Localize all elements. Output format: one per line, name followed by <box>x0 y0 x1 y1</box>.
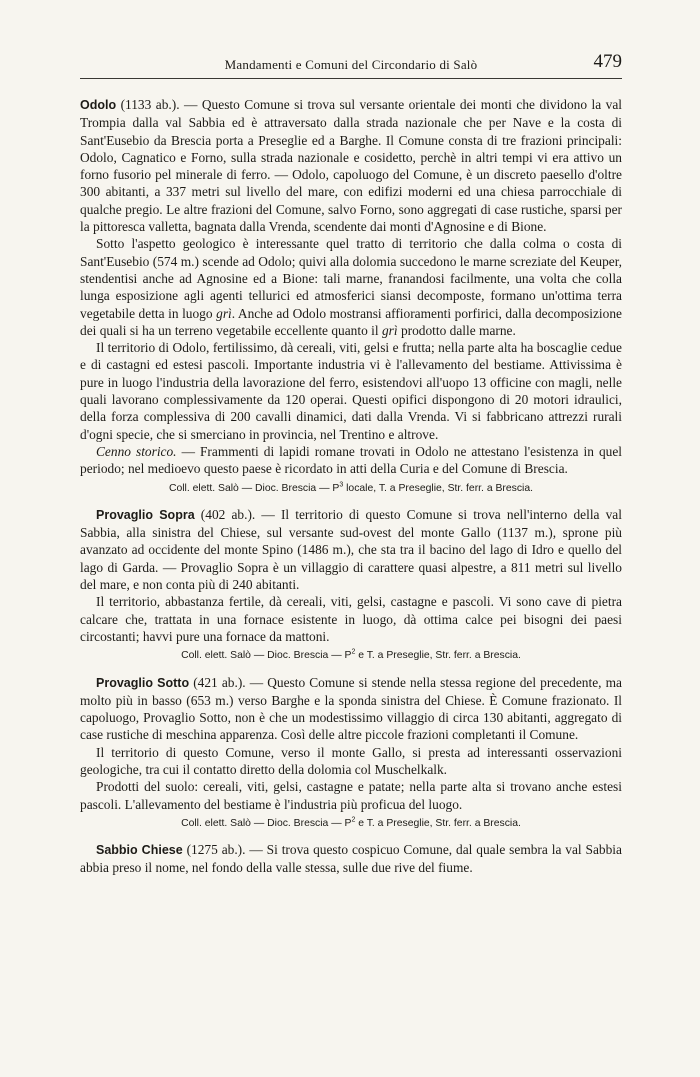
admin-sup: 2 <box>351 816 356 824</box>
entry-paragraph <box>80 506 622 593</box>
entry-paragraph <box>80 778 622 813</box>
paragraph-text: — Questo Comune si trova sul versante orientale dei monti che dividono la val Trompia dalla val Sabbia ed è attraversato dalla strada nazionale che per Nave e la costa di Sant'Eusebio da Brescia porta a Preseglie ed a Barghe. Il Comune consta di tre frazioni principali: Odolo, Cagnatico e Forno, sulla strada nazionale e cosidetto, perchè in altri tempi vi era attivo un forno fusorio pel minerale di ferro. — Odolo, capoluogo del Comune, è un discreto paesello d'oltre 300 abitanti, a 337 metri sul livello del mare, con edifizi moderni ed una chiesa parrocchiale di qualche pregio. Le altre frazioni del Comune, salvo Forno, sono aggregati di case rustiche, sparsi per la pittoresca valletta, bagnata dalla Vrenda, scendente dai monti d'Agnosine e di Bione. <box>80 97 623 235</box>
entry-paragraph <box>80 841 622 877</box>
paragraph-text: Il territorio, abbastanza fertile, dà cereali, viti, gelsi, castagne e pascoli. Vi sono cave di pietra calcare che, trattata in una fornace esistente in luogo, dà ottima calce pei bisogni dei paesi circostanti; havvi pure una fornace da mattoni. <box>80 594 622 644</box>
paragraph-text: Prodotti del suolo: cereali, viti, gelsi, castagne e patate; nella parte alta si trovano anche estesi pascoli. L'allevamento del bestiame è l'industria più proficua del luogo. <box>80 779 622 812</box>
paragraph-text: — Il territorio di questo Comune si trova nell'interno della val Sabbia, alla sinistra del Chiese, sul versante sud-ovest del monte Gallo (1137 m.), sprone più avanzato ad occidente del monte Spino (1486 m.), che sta tra il bacino del lago di Idro e quello del lago di Garda. — Provaglio Sopra è un villaggio di carattere quasi alpestre, a 811 metri sul livello del mare, e non conta più di 240 abitanti. <box>80 506 622 593</box>
paragraph-text: Il territorio di Odolo, fertilissimo, dà cereali, viti, gelsi e frutta; nella parte alta ha boscaglie cedue e di castagni ed estesi pascoli. Importante industria vi è l'allevamento del bestiame. Attivissima è pure in luogo l'industria della lavorazione del ferro, esistendovi all'uopo 13 officine con magli, nelle quali lavorano complessivamente da 120 operai. Questi opifici dispongono di 20 motori idraulici, della forza complessiva di 200 cavalli dinamici, dati dalla Vrenda. Vi si fabbricano attrezzi rurali d'ogni specie, che si smerciano in provincia, nel Trentino e altrove. <box>80 340 622 442</box>
admin-text: Coll. elett. Salò — Dioc. Brescia — P <box>181 817 352 829</box>
entry-paragraph <box>80 674 622 744</box>
entry-population: (402 ab.). <box>200 506 256 522</box>
entry-title: Odolo <box>80 98 117 112</box>
paragraph-text: — Si trova questo cospicuo Comune, dal quale sembra la val Sabbia abbia preso il nome, nel fondo della valle stessa, sulle due rive del fiume. <box>80 842 622 876</box>
local-term: grì <box>216 305 232 321</box>
entry-sabbio-chiese <box>80 841 622 877</box>
page-body <box>80 96 622 877</box>
paragraph-text: . Anche ad Odolo mostransi affioramenti porfirici, dalla decomposizione dei quali si ha un terreno vegetabile eccellente quanto il <box>80 305 622 338</box>
paragraph-text: — Questo Comune si stende nella stessa regione del precedente, ma molto più in basso (653 m.) verso Barghe e la sponda sinistra del Chiese. È Comune frazionato. Il capoluogo, Provaglio Sotto, non è che un modestissimo villaggio di circa 130 abitanti, aggregato di case rustiche di meschina apparenza. Così delle altre piccole frazioni completanti il Comune. <box>80 674 622 743</box>
paragraph-text: Sotto l'aspetto geologico è interessante quel tratto di territorio che dalla colma o costa di Sant'Eusebio (574 m.) scende ad Odolo; quivi alla dolomia succedono le marne screziate del Keuper, stendentisi anche ad Agnosine ed a Bione: tali marne, franandosi facilmente, una volta che colla lunga esposizione agli agenti tellurici ed atmosferici siansi decomposte, formano un'ottima terra vegetabile detta in luogo <box>80 236 622 321</box>
admin-text: Coll. elett. Salò — Dioc. Brescia — P <box>181 650 352 662</box>
entry-title: Sabbio Chiese <box>96 843 183 858</box>
admin-line <box>80 815 622 832</box>
admin-text: Coll. elett. Salò — Dioc. Brescia — P <box>168 482 340 494</box>
entry-paragraph <box>80 96 622 235</box>
admin-line <box>80 647 622 664</box>
running-header <box>80 51 622 79</box>
entry-odolo <box>80 96 622 497</box>
admin-sup: 3 <box>339 481 344 489</box>
admin-text: e T. a Preseglie, Str. ferr. a Brescia. <box>355 650 521 662</box>
entry-population: (421 ab.). <box>193 674 246 690</box>
local-term: grì <box>381 322 398 338</box>
entry-paragraph <box>80 443 622 478</box>
entry-population: (1133 ab.). <box>120 97 180 112</box>
paragraph-text: — Frammenti di lapidi romane trovati in Odolo ne attestano l'esistenza in quel periodo; nel medioevo questo paese è ricordato in atti della Curia e del Comune di Brescia. <box>80 443 622 477</box>
entry-title: Provaglio Sopra <box>96 507 195 522</box>
admin-sup: 2 <box>351 648 356 656</box>
paragraph-text: prodotto dalle marne. <box>400 322 516 338</box>
entry-paragraph <box>80 744 622 779</box>
entry-population: (1275 ab.). <box>186 842 246 858</box>
entry-paragraph <box>80 339 622 443</box>
entry-provaglio-sotto <box>80 674 622 833</box>
entry-title: Provaglio Sotto <box>96 675 190 690</box>
paragraph-text: Il territorio di questo Comune, verso il monte Gallo, si presta ad interessanti osservazioni geologiche, tra cui il contatto diretto della dolomia col Muschelkalk. <box>80 744 622 777</box>
admin-text: locale, T. a Preseglie, Str. ferr. a Brescia. <box>343 482 534 494</box>
admin-text: e T. a Preseglie, Str. ferr. a Brescia. <box>355 817 521 829</box>
entry-paragraph <box>80 235 622 339</box>
entry-paragraph <box>80 593 622 645</box>
entry-provaglio-sopra <box>80 506 622 665</box>
admin-line <box>80 480 622 497</box>
history-label: Cenno storico. <box>96 443 177 459</box>
header-title: Mandamenti e Comuni del Circondario di Salò <box>224 57 478 72</box>
page-number: 479 <box>593 51 622 72</box>
